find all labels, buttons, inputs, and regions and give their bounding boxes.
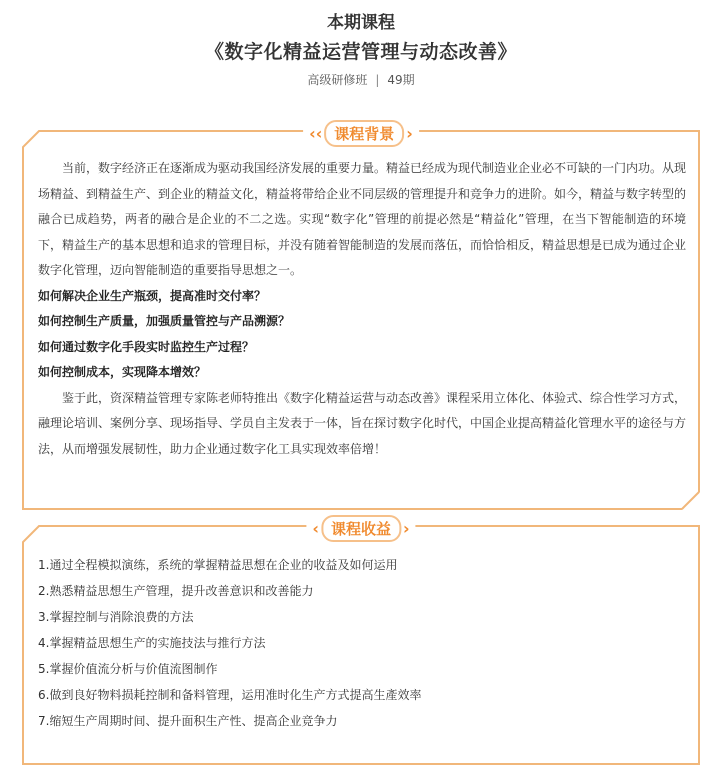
gains-heading-badge: [306, 515, 415, 542]
question-1: 如何解决企业生产瓶颈，提高准时交付率？: [38, 288, 267, 303]
gains-item: 6.做到良好物料损耗控制和备料管理，运用准时化生产方式提高生產效率: [38, 688, 422, 702]
gains-item: 2.熟悉精益思想生产管理，提升改善意识和改善能力: [38, 584, 314, 598]
background-paragraph-2: 鉴于此，资深精益管理专家陈老师特推出《数字化精益运营与动态改善》课程采用立体化、体验式、综合性学习方式，融理论培训、案例分享、现场指导、学员自主发表于一体，旨在探讨数字化时代，中国企业提高精益化管理水平的途径与方法，从而增强发展韧性，助力企业通过数字化工具实现效率倍增！: [38, 390, 687, 456]
gains-item: 5.掌握价值流分析与价值流图制作: [38, 662, 218, 676]
question-2: 如何控制生产质量，加强质量管控与产品溯源？: [38, 314, 291, 328]
background-heading-badge: [303, 120, 419, 147]
gains-frame-corner: [22, 525, 52, 555]
background-paragraph-1: 当前，数字经济正在逐渐成为驱动我国经济发展的重要力量。精益已经成为现代制造业企业必不可缺的一门内功。从现场精益、到精益生产、到企业的精益文化，精益将带给企业不同层级的管理提升和竞争力的进阶。如今，精益与数字转型的融合已成趋势，两者的融合是企业的不二之选。实现“数字化”管理的前提必然是“精益化”管理，在当下智能制造的环境下，精益生产的基本思想和追求的管理目标，并没有随着智能制造的发展而落伍，而恰恰相反，精益思想是已成为通过企业数字化管理，迈向智能制造的重要指导思想之一。: [38, 161, 687, 277]
meta-separator: |: [375, 73, 380, 87]
gains-item: 1.通过全程模拟演练，系统的掌握精益思想在企业的收益及如何运用: [38, 558, 398, 572]
question-4: 如何控制成本，实现降本增效？: [38, 365, 207, 379]
gains-item: 7.缩短生产周期时间、提升面积生产性、提高企业竞争力: [38, 714, 338, 728]
gains-list: [38, 552, 686, 734]
chevron-left-icon: ‹: [312, 519, 319, 538]
background-heading: 课程背景: [324, 120, 404, 147]
course-meta: [0, 71, 722, 88]
question-3: 如何通过数字化手段实时监控生产过程？: [38, 339, 255, 354]
course-session: 49期: [387, 73, 415, 87]
background-content: [38, 156, 686, 462]
section-title: 本期课程: [327, 13, 395, 33]
chevron-right-icon: ›: [406, 124, 413, 143]
course-title: 《数字化精益运营管理与动态改善》: [204, 41, 517, 63]
course-level: 高级研修班: [307, 73, 368, 87]
gains-item: 3.掌握控制与消除浪费的方法: [38, 610, 194, 624]
gains-item: 4.掌握精益思想生产的实施技法与推行方法: [38, 636, 266, 650]
chevron-right-icon: ›: [403, 519, 410, 538]
chevron-left-icon: ‹‹: [309, 124, 323, 143]
gains-heading: 课程收益: [321, 515, 401, 542]
